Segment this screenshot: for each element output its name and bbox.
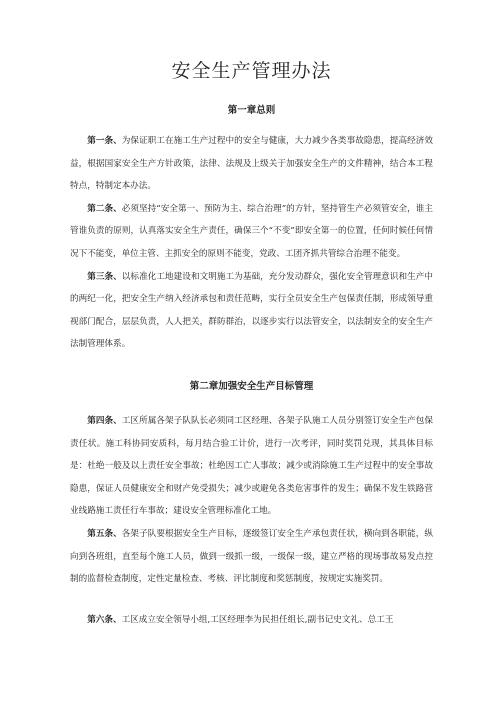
article-6-text: 工区成立安全领导小组,工区经理李为民担任组长,副书记史文礼、总工王 (121, 614, 394, 625)
article-1 (70, 130, 433, 198)
article-4-label: 第四条、 (87, 415, 122, 426)
article-3-label: 第三条、 (87, 271, 122, 282)
chapter-2-heading: 第二章加强安全生产目标管理 (189, 380, 314, 392)
article-3 (70, 266, 433, 356)
article-2-text: 必须坚持“安全第一、预防为主、综合治理”的方针，坚持管生产必须管安全，谁主管谁负责的原则，认真落实安全生产责任，确保三个“不变”即安全第一的位置，任何时候任何情况下不能变，单位主管、主抓安全的原则不能变，党政、工团齐抓共管综合治理不能变。 (70, 203, 433, 259)
article-1-label: 第一条、 (87, 136, 122, 146)
document-title: 安全生产管理办法 (171, 60, 332, 82)
article-2-label: 第二条、 (87, 203, 122, 214)
article-2 (70, 198, 433, 266)
article-5-text: 各架子队要根据安全生产目标，逐级签订安全生产承包责任状，横向到各职能，纵向到各班组，直至每个施工人员，做到一级抓一级，一级保一级，建立严格的现场事故易发点控制的监督检查制度，定性定量检查、考核、评比制度和奖惩制度，按规定实施奖罚。 (70, 528, 433, 585)
chapter-1-heading: 第一章总则 (227, 105, 276, 116)
article-1-text: 为保证职工在施工生产过程中的安全与健康，大力减少各类事故隐患，提高经济效益，根据国家安全生产方针政策，法律、法规及上级关于加强安全生产的文件精神，结合本工程特点，特制定本办法。 (70, 136, 433, 192)
article-5-label: 第五条、 (87, 528, 122, 539)
article-6-label: 第六条、 (87, 614, 122, 625)
article-5 (70, 523, 433, 591)
article-4 (70, 410, 433, 523)
article-3-text: 以标准化工地建设和文明施工为基础，充分发动群众，强化安全管理意识和生产中的两纪一化，把安全生产纳入经济承包和责任范畴，实行全员安全生产包保责任制，形成领导重视部门配合，层层负责，人人把关，群防群治，以逐步实行以法管安全，以法制安全的安全生产法制管理体系。 (70, 271, 433, 350)
article-4-text: 工区所属各架子队队长必须同工区经理、各架子队施工人员分别签订安全生产包保责任状。施工科协同安质科，每月结合验工计价，进行一次考评，同时奖罚兑现，其具体目标是：杜绝一般及以上责任安全事故；杜绝因工亡人事故；减少或消除施工生产过程中的安全事故隐患，保证人员健康安全和财产免受损失；减少或避免各类危害事件的发生；确保不发生铁路营业线路施工责任行车事故；建设安全管理标准化工地。 (70, 415, 433, 517)
article-6 (70, 609, 433, 632)
